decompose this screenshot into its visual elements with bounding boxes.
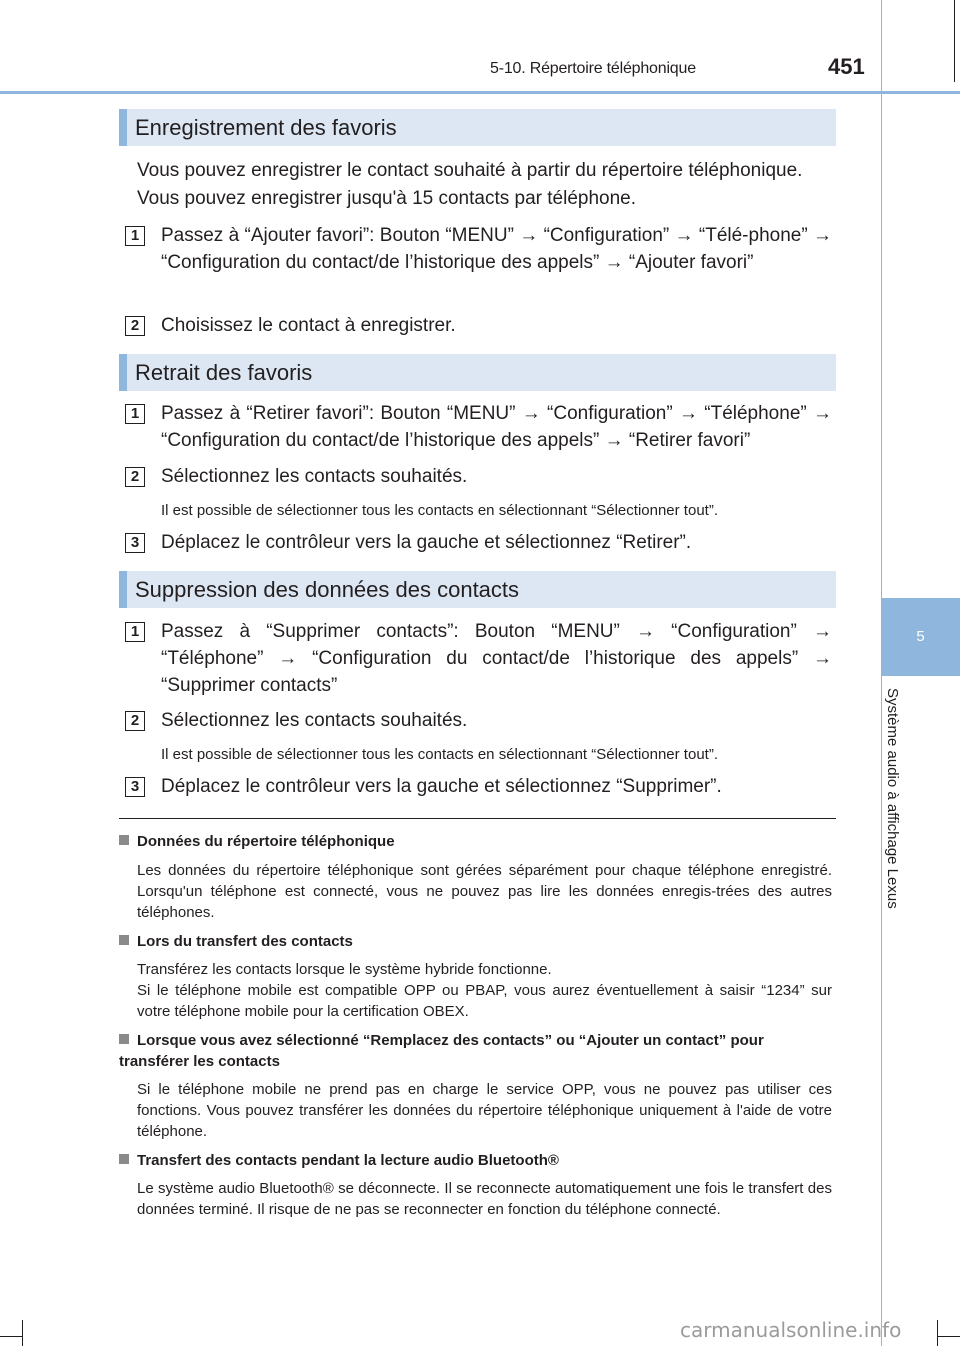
chapter-title: 5-10. Répertoire téléphonique (490, 60, 696, 77)
note-title (119, 931, 836, 952)
note-title (119, 831, 836, 852)
note-title (119, 1030, 836, 1072)
side-tab-number: 5 (881, 598, 960, 676)
crop-mark (954, 0, 955, 82)
step-number: 2 (125, 316, 145, 336)
bullet-square-icon (119, 835, 129, 845)
step-number: 2 (125, 711, 145, 731)
step-text: Choisissez le contact à enregistrer. (161, 315, 456, 336)
intro-text: Vous pouvez enregistrer jusqu'à 15 contacts par téléphone. (137, 188, 637, 209)
intro-text: Vous pouvez enregistrer le contact souhaité à partir du répertoire téléphonique. (137, 160, 803, 181)
step-number: 3 (125, 533, 145, 553)
step-text: Déplacez le contrôleur vers la gauche et sélectionnez “Supprimer”. (161, 776, 722, 797)
step-text: Passez à “Ajouter favori”: Bouton “MENU” → “Configuration” → “Télé-phone” → “Configuration du contact/de l’historique des appels” → “Ajouter favori” (161, 225, 832, 273)
bullet-square-icon (119, 1154, 129, 1164)
note-title-text: Données du répertoire téléphonique (137, 833, 395, 850)
crop-mark (937, 1320, 938, 1346)
step-note: Il est possible de sélectionner tous les contacts en sélectionnant “Sélectionner tout”. (161, 502, 718, 519)
step-number: 2 (125, 467, 145, 487)
step-number: 1 (125, 622, 145, 642)
step-note: Il est possible de sélectionner tous les contacts en sélectionnant “Sélectionner tout”. (161, 746, 718, 763)
note-body: Les données du répertoire téléphonique sont gérées séparément pour chaque téléphone enregistré. Lorsqu'un téléphone est connecté, vous ne pouvez pas lire les données enregis-trées des autres téléphones. (137, 862, 832, 921)
note-body: Si le téléphone mobile ne prend pas en charge le service OPP, vous ne pouvez pas utiliser ces fonctions. Vous pouvez transférer les données du répertoire téléphonique uniquement à l'aide de votre téléphone. (137, 1081, 832, 1140)
step-number: 1 (125, 226, 145, 246)
section-title-delete: Suppression des données des contacts (119, 571, 836, 608)
crop-mark (0, 1336, 22, 1337)
section-title-remove: Retrait des favoris (119, 354, 836, 391)
crop-mark (22, 1320, 23, 1346)
step-text: Passez à “Retirer favori”: Bouton “MENU” → “Configuration” → “Téléphone” → “Configuration du contact/de l’historique des appels” → “Retirer favori” (161, 403, 832, 451)
bullet-square-icon (119, 935, 129, 945)
step-text: Déplacez le contrôleur vers la gauche et sélectionnez “Retirer”. (161, 532, 692, 553)
notes-divider (119, 818, 836, 819)
page-number: 451 (828, 54, 865, 79)
step-number: 1 (125, 404, 145, 424)
note-title-text: Lorsque vous avez sélectionné “Remplacez des contacts” ou “Ajouter un contact” pour transférer les contacts (119, 1032, 764, 1070)
step-text: Sélectionnez les contacts souhaités. (161, 466, 468, 487)
note-body: Transférez les contacts lorsque le système hybride fonctionne. (137, 961, 552, 978)
note-body: Si le téléphone mobile est compatible OPP ou PBAP, vous aurez éventuellement à saisir “1234” sur votre téléphone mobile pour la certification OBEX. (137, 982, 832, 1020)
note-title-text: Transfert des contacts pendant la lecture audio Bluetooth® (137, 1152, 559, 1169)
side-tab-label: Système audio à affichage Lexus (884, 688, 901, 909)
bullet-square-icon (119, 1034, 129, 1044)
section-title-register: Enregistrement des favoris (119, 109, 836, 146)
header-rule (0, 91, 960, 94)
note-title (119, 1150, 836, 1171)
step-text: Passez à “Supprimer contacts”: Bouton “MENU” → “Configuration” → “Téléphone” → “Configuration du contact/de l’historique des appels” → “Supprimer contacts” (161, 621, 832, 696)
watermark: carmanualsonline.info (680, 1318, 902, 1342)
crop-mark (937, 1336, 960, 1337)
step-number: 3 (125, 777, 145, 797)
step-text: Sélectionnez les contacts souhaités. (161, 710, 468, 731)
note-title-text: Lors du transfert des contacts (137, 933, 353, 950)
note-body: Le système audio Bluetooth® se déconnecte. Il se reconnecte automatiquement une fois le transfert des données terminé. Il risque de ne pas se reconnecter en fonction du téléphone connecté. (137, 1180, 832, 1218)
